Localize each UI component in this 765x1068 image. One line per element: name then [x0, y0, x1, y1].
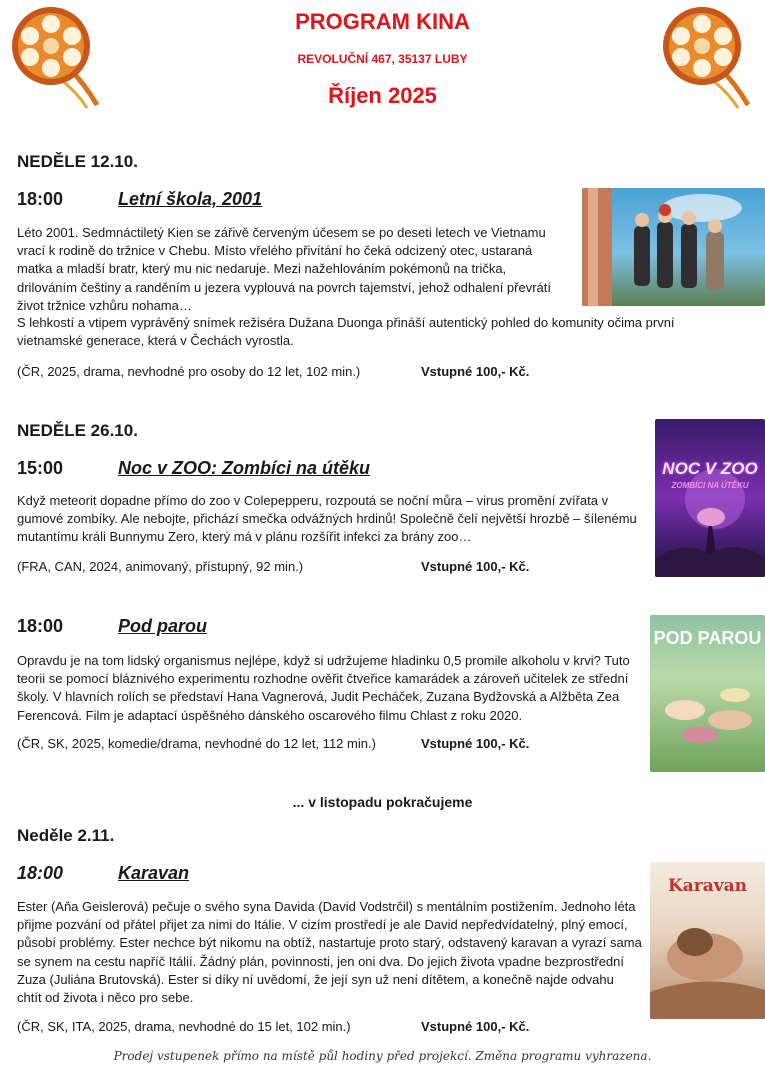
film-still-image: [582, 188, 765, 306]
movie-poster: [650, 615, 765, 772]
day-heading: NEDĚLE 26.10.: [17, 421, 138, 440]
film-meta: (ČR, 2025, drama, nevhodné pro osoby do 12 let, 102 min.): [17, 364, 361, 379]
program-month: Říjen 2025: [328, 83, 437, 108]
film-description-part: S lehkostí a vtipem vyprávěný snímek režiséra Dužana Duonga přináší autentický pohled do komunity očima první vietnamské generace, která v Čechách vyrostla.: [17, 315, 675, 349]
film-description: Ester (Aňa Geislerová) pečuje o svého syna Davida (David Vodstrčil) s mentálním postižením. Jednoho léta přijme pozvání od přátel přijet za nimi do Itálie. V cizím prostředí je ale David nepředvídatelný, plný emocí, působí problémy. Ester nechce být nikomu na obtíž, nastartuje proto starý, odstavený karavan a vyrazí sama se synem na cestu napříč Itálií. Žádný plán, povinnosti, jen oni dva. Do jejich života vpadne bezprostřední Zuza (Juliána Brutovská). Ester si díky ní uvědomí, že její syn už není dítětem, a konečně najde odvahu chtít od života i něco pro sebe.: [17, 899, 642, 1006]
day-heading: NEDĚLE 12.10.: [17, 152, 138, 171]
movie-poster: [655, 419, 765, 577]
screening-time: 15:00: [17, 458, 64, 478]
film-still-icon: [582, 188, 765, 306]
film-title[interactable]: Karavan: [118, 863, 190, 883]
film-title[interactable]: Letní škola, 2001: [118, 189, 263, 209]
film-description: Opravdu je na tom lidský organismus nejlépe, když si udržujeme hladinku 0,5 promile alkoholu v krvi? Tuto teorii se pomocí bláznivého experimentu rozhodne ověřit čtveřice kamarádek a zároveň učitelek ze střední školy. V hlavních rolích se představí Hana Vagnerová, Judit Pecháček, Zuzana Bydžovská a Alžběta Zea Ferencová. Film je adaptací úspěšného dánského oscarového filmu Chlast z roku 2020.: [17, 653, 630, 723]
film-description-part: Léto 2001. Sedmnáctiletý Kien se zářivě červeným účesem se po deseti letech ve Vietnamu vrací k rodině do tržnice v Chebu. Místo vřelého přivítání ho čeká odcizený otec, ustaraná matka a mladší bratr, který mu nic nedaruje. Mezi nažehlováním pokémonů na trička, drilováním češtiny a randěním u jezera vyplouvá na povrch tajemství, jehož odhalení převrátí život tržnice vzhůru nohama…: [17, 225, 551, 313]
ticket-price: Vstupné 100,- Kč.: [421, 1019, 530, 1034]
film-description: Když meteorit dopadne přímo do zoo v Colepepperu, rozpoutá se noční můra – virus promění zvířata v gumové zombíky. Ale nebojte, přichází smečka odvážných hrdinů! Společně čelí největší hrozbě – šílenému mutantímu králi Bunnymu Zero, který má v plánu rozšířit infekci za brány zoo…: [17, 493, 637, 545]
footer-note: Prodej vstupenek přímo na místě půl hodiny před projekcí. Změna programu vyhrazena.: [113, 1049, 652, 1063]
poster-title: POD PAROU: [653, 628, 762, 648]
film-title[interactable]: Noc v ZOO: Zombíci na útěku: [118, 458, 371, 478]
poster-title: NOC V ZOO: [662, 459, 758, 478]
cinema-address: REVOLUČNÍ 467, 35137 LUBY: [297, 52, 468, 66]
poster-art-icon: [655, 419, 765, 577]
screening-time: 18:00: [17, 616, 64, 636]
poster-title: Karavan: [667, 876, 747, 896]
film-meta: (FRA, CAN, 2024, animovaný, přístupný, 92 min.): [17, 559, 304, 574]
page-title: PROGRAM KINA: [295, 9, 470, 34]
movie-poster: [650, 862, 765, 1019]
day-heading: Neděle 2.11.: [17, 826, 115, 845]
ticket-price: Vstupné 100,- Kč.: [421, 364, 530, 379]
ticket-price: Vstupné 100,- Kč.: [421, 736, 530, 751]
film-title[interactable]: Pod parou: [118, 616, 207, 636]
screening-time: 18:00: [17, 189, 64, 209]
screening-time: 18:00: [17, 863, 64, 883]
poster-subtitle: ZOMBÍCI NA ÚTĚKU: [671, 481, 749, 490]
film-meta: (ČR, SK, ITA, 2025, drama, nevhodné do 15 let, 102 min.): [17, 1019, 351, 1034]
continuation-note: ... v listopadu pokračujeme: [292, 794, 473, 810]
ticket-price: Vstupné 100,- Kč.: [421, 559, 530, 574]
film-meta: (ČR, SK, 2025, komedie/drama, nevhodné do 12 let, 112 min.): [17, 736, 376, 751]
